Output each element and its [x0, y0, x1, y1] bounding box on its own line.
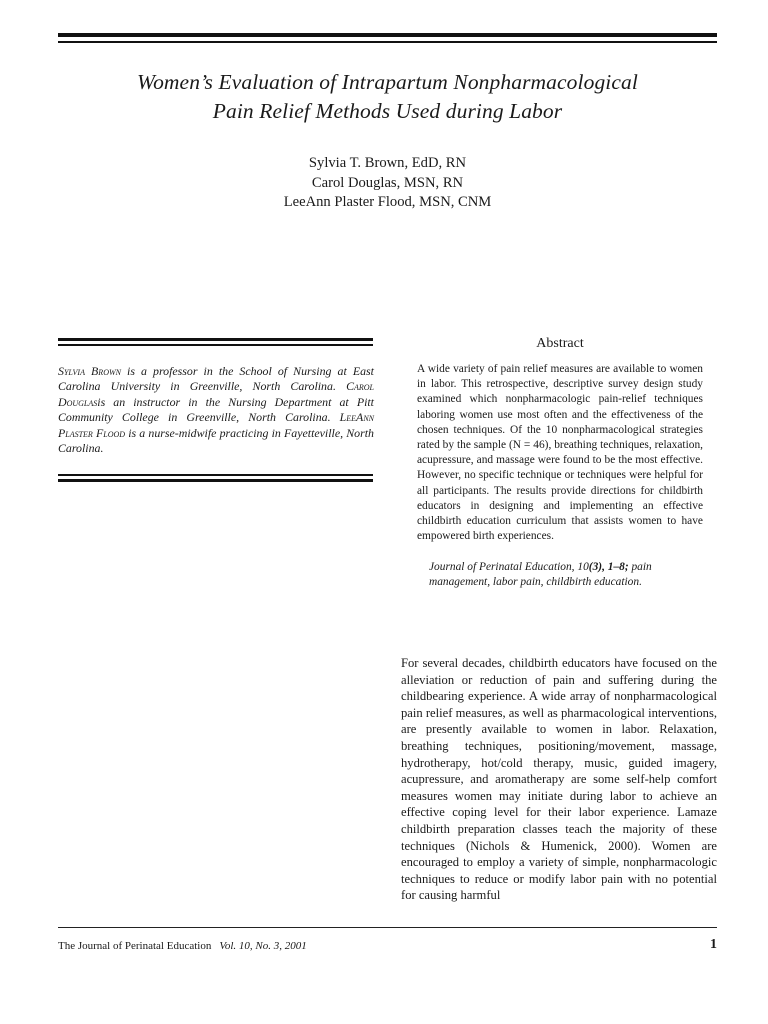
bio-name-flood: LeeAnn Plaster Flood	[58, 410, 374, 440]
top-rule-thick	[58, 33, 717, 37]
footer	[58, 939, 307, 953]
footer-volume: Vol. 10, No. 3, 2001	[219, 940, 307, 952]
bio-bottom-rule-thin	[58, 474, 373, 476]
author-1: Sylvia T. Brown, EdD, RN	[308, 155, 467, 171]
bio-top-rule-thin	[58, 344, 373, 346]
abstract-heading: Abstract	[536, 336, 584, 351]
bio-text-brown: is a professor in the School of Nursing at East Carolina University in Greenville, North Carolina.	[58, 364, 374, 394]
citation-journal: Journal of Perinatal Education, 10	[429, 561, 589, 573]
abstract-citation	[417, 560, 703, 590]
bio-top-rule-thick	[58, 338, 373, 341]
author-2: Carol Douglas, MSN, RN	[311, 174, 464, 191]
author-bio	[58, 364, 374, 456]
author-list	[60, 154, 715, 213]
title-line-1: Women’s Evaluation of Intrapartum Nonpharmacological	[137, 70, 638, 94]
page-number: 1	[710, 937, 717, 952]
abstract-paragraph: A wide variety of pain relief measures are available to women in labor. This retrospective, descriptive survey design study examined which nonpharmacologic pain-relief techniques laboring women use most often and the effectiveness of the chosen techniques. Of the 10 nonpharmacological strategies rated by the sample (N = 46), breathing techniques, relaxation, acupressure, and massage were found to be the most effective. However, no specific technique or techniques were helpful for all participants. The results provide directions for childbirth educators in designing and implementing an effective childbirth education curriculum that assists women to have empowered birth experiences.	[417, 363, 703, 543]
bio-name-brown: Sylvia Brown	[58, 364, 121, 378]
body-paragraph: For several decades, childbirth educators have focused on the alleviation or reduction of pain and suffering during the childbearing experience. A wide array of nonpharmacological pain relief measures, as well as pharmacological interventions, are presently available to women in labor. Relaxation, breathing techniques, positioning/movement, massage, hydrotherapy, hot/cold therapy, music, guided imagery, acupressure, and aromatherapy are some self-help comfort measures women may initiate during labor to achieve an effective coping level for their labor experience. Lamaze childbirth preparation classes teach the majority of these techniques (Nichols & Humenick, 2000). Women are encouraged to employ a variety of simple, nonpharmacologic techniques to reduce or modify labor pain with no potential for causing harmful	[401, 656, 717, 903]
footer-journal: The Journal of Perinatal Education	[58, 940, 212, 952]
bio-text-flood: is a nurse-midwife practicing in Fayetteville, North Carolina.	[58, 425, 374, 456]
bio-name-douglas: Carol Douglas	[58, 379, 374, 409]
title-line-2: Pain Relief Methods Used during Labor	[212, 99, 563, 123]
bio-bottom-rule-thick	[58, 479, 373, 482]
bio-text-douglas: is an instructor in the Nursing Department at Pitt Community College in Greenville, North Carolina.	[58, 394, 374, 425]
article-title	[60, 68, 715, 126]
footer-rule	[58, 927, 717, 928]
body-text-column	[401, 655, 717, 904]
top-rule-thin	[58, 41, 717, 43]
abstract-text	[417, 362, 703, 544]
citation-keywords: pain management, labor pain, childbirth education.	[429, 561, 652, 589]
author-3: LeeAnn Plaster Flood, MSN, CNM	[283, 194, 492, 210]
citation-issue: (3), 1–8;	[588, 561, 629, 573]
